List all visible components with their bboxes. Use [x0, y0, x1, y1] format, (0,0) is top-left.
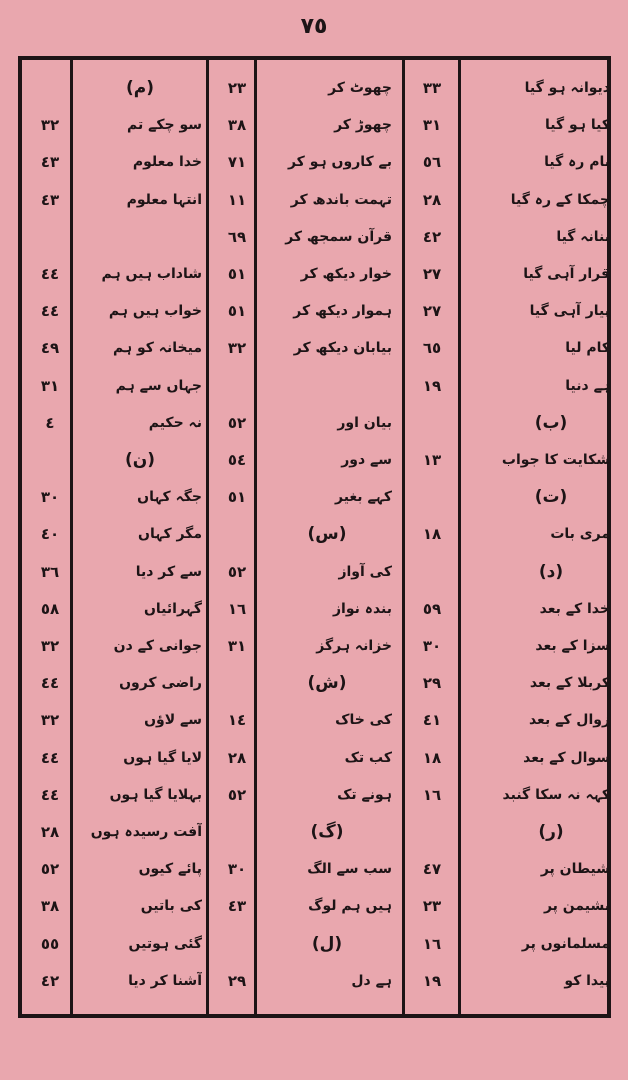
entry-page: ٣٠: [422, 637, 442, 655]
entry-page: ٤٧: [422, 860, 442, 879]
entry-phrase: خدا کے بعد: [539, 600, 610, 617]
entry-page: ٣٠: [227, 860, 247, 879]
entry-phrase: سے کر دیا: [135, 563, 202, 580]
entry-phrase: آفت رسیدہ ہوں: [90, 824, 202, 840]
entry-phrase: مسلمانوں پر: [521, 935, 610, 952]
table-row: [22, 479, 607, 515]
section-letter-heading: (ت): [534, 487, 568, 508]
entry-page: ٢٩: [422, 674, 442, 693]
entry-page: [406, 479, 458, 515]
entry-phrase: نشیمن پر: [543, 898, 610, 915]
table-row: [22, 368, 610, 404]
section-letter-heading: (ر): [538, 822, 564, 842]
entry-page: ١٨: [422, 525, 442, 544]
entry-phrase: بنانہ گیا: [556, 228, 610, 245]
table-row: [22, 851, 610, 887]
entry-page: ٢٧: [422, 265, 442, 283]
table-row: [22, 219, 610, 255]
entry-phrase: خزانہ ہرگز: [316, 638, 392, 654]
table-row: [22, 293, 610, 329]
entry-phrase: بیان اور: [337, 414, 392, 431]
entry-page: ٥٢: [227, 785, 247, 804]
entry-phrase: کربلا کے بعد: [529, 675, 610, 692]
entry-page: ٥١: [227, 488, 247, 507]
entry-phrase: انتہا معلوم: [126, 191, 202, 208]
entry-page: ٤٤: [40, 785, 60, 804]
table-row: [22, 665, 610, 701]
entry-phrase: آشنا کر دیا: [128, 972, 202, 989]
entry-phrase: جہاں سے ہم: [115, 377, 202, 394]
section-letter-heading: (س): [307, 524, 347, 545]
entry-phrase: سو چکے تم: [127, 117, 202, 134]
entry-phrase: کہے بغیر: [334, 489, 392, 506]
entry-phrase: [262, 368, 392, 404]
entry-phrase: شیطان پر: [540, 861, 610, 878]
entry-phrase: [78, 219, 202, 255]
table-row: [22, 814, 607, 850]
entry-phrase: کب تک: [344, 749, 392, 766]
entry-page: ٤٠: [40, 525, 60, 544]
entry-page: ٣١: [40, 376, 60, 395]
table-row: [22, 628, 610, 664]
entry-phrase: کی باتیں: [140, 898, 202, 915]
entry-page: ١١: [227, 190, 247, 209]
entry-page: ٤٤: [40, 674, 60, 693]
table-row: [22, 330, 610, 366]
entry-phrase: خوار دیکھ کر: [300, 266, 392, 282]
entry-phrase: چھوٹ کر: [328, 80, 392, 96]
entry-phrase: پیار آہی گیا: [529, 303, 610, 320]
section-letter-heading: (م): [126, 78, 154, 98]
entry-page: ٤: [45, 413, 55, 432]
entry-page: ٢٣: [227, 79, 247, 97]
table-row: [22, 888, 610, 924]
entry-phrase: شکایت کا جواب: [501, 452, 610, 468]
entry-page: ١٩: [422, 376, 442, 395]
entry-phrase: کام لیا: [565, 340, 610, 357]
entry-page: ٤٤: [40, 748, 60, 767]
entry-phrase: سب سے الگ: [307, 861, 392, 878]
entry-page: [212, 926, 262, 962]
table-row: [22, 740, 610, 776]
entry-page: [26, 70, 74, 106]
entry-page: ١٩: [422, 971, 442, 990]
entry-phrase: ہیں ہم لوگ: [308, 898, 392, 915]
entry-page: ٣٨: [227, 116, 247, 135]
entry-page: ٣٢: [40, 637, 60, 655]
entry-phrase: جگہ کہاں: [137, 489, 202, 506]
entry-page: ٥١: [227, 265, 247, 283]
entry-page: ٤٣: [227, 897, 247, 916]
entry-phrase: لایا گیا ہوں: [123, 749, 202, 766]
entry-page: ٢٨: [40, 823, 60, 841]
entry-page: ٤٣: [40, 153, 60, 172]
entry-page: ٢٨: [227, 748, 247, 767]
entry-page: ٥٢: [227, 413, 247, 432]
entry-phrase: کہہ نہ سکا گنبد: [502, 786, 610, 803]
entry-page: ٤٢: [40, 971, 60, 990]
entry-phrase: کی خاک: [335, 712, 392, 729]
entry-page: ٣١: [422, 116, 442, 135]
entry-page: [212, 368, 262, 404]
entry-page: ٣٨: [40, 897, 60, 916]
entry-phrase: بیابان دیکھ کر: [293, 340, 392, 357]
entry-phrase: خدا معلوم: [132, 154, 202, 171]
entry-phrase: سزا کے بعد: [535, 638, 610, 654]
table-row: [22, 256, 610, 292]
entry-phrase: مگر کہاں: [138, 526, 202, 543]
entry-phrase: دیوانہ ہو گیا: [524, 80, 610, 96]
section-letter-heading: (ل): [311, 933, 343, 954]
entry-phrase: ہے دنیا: [565, 377, 610, 394]
table-row: [22, 516, 610, 552]
entry-phrase: ہے دل: [351, 972, 392, 989]
entry-page: ٥٤: [227, 451, 247, 469]
table-row: [22, 591, 610, 627]
entry-page: ٣٦: [40, 562, 60, 581]
entry-phrase: ہونے تک: [337, 786, 392, 803]
entry-phrase: قرآن سمجھ کر: [285, 228, 392, 245]
entry-phrase: چھوڑ کر: [334, 117, 392, 134]
table-row: [22, 70, 610, 106]
entry-page: ٥٢: [227, 562, 247, 581]
entry-page: ١٦: [422, 785, 442, 804]
entry-page: [26, 442, 74, 478]
entry-page: ٣١: [227, 637, 247, 655]
entry-page: ٥٥: [40, 934, 60, 953]
table-row: [22, 702, 610, 738]
entry-page: ٤١: [422, 711, 442, 730]
table-row: [22, 405, 607, 441]
entry-page: ٣٢: [227, 339, 247, 358]
entry-phrase: خواب ہیں ہم: [108, 303, 202, 320]
entry-phrase: تہمت باندھ کر: [290, 191, 392, 208]
entry-phrase: بام رہ گیا: [544, 154, 610, 171]
table-row: [22, 144, 610, 180]
entry-phrase: راضی کروں: [119, 675, 202, 692]
entry-page: ٣٢: [40, 116, 60, 135]
entry-page: ٦٩: [227, 227, 247, 246]
table-row: [22, 442, 610, 478]
entry-phrase: بندہ نواز: [332, 600, 392, 617]
entry-page: ٥٩: [422, 599, 442, 618]
entry-phrase: نہ حکیم: [148, 414, 202, 431]
entry-page: ٥٨: [40, 599, 60, 618]
table-row: [22, 554, 607, 590]
entry-page: [406, 405, 458, 441]
entry-phrase: سے لاؤں: [144, 712, 202, 729]
section-letter-heading: (گ): [310, 822, 344, 842]
section-letter-heading: (ن): [124, 450, 156, 470]
entry-page: ٧١: [227, 153, 247, 172]
entry-phrase: میخانہ کو ہم: [112, 340, 202, 357]
entry-phrase: زوال کے بعد: [528, 712, 610, 729]
entry-page: ٢٨: [422, 190, 442, 209]
entry-page: ٥٦: [422, 153, 442, 172]
table-row: [22, 777, 610, 813]
entry-phrase: پیدا کو: [564, 972, 610, 989]
entry-phrase: قرار آہی گیا: [523, 266, 610, 282]
entry-page: ١٤: [227, 711, 247, 730]
section-letter-heading: (ب): [534, 412, 568, 433]
table-row: [22, 182, 610, 218]
entry-phrase: چمکا کے رہ گیا: [510, 191, 610, 208]
entry-page: ٤٣: [40, 190, 60, 209]
entry-page: [406, 814, 458, 850]
entry-page: ٢٧: [422, 302, 442, 321]
entry-phrase: پائے کیوں: [138, 861, 202, 878]
entry-phrase: بے کاروں ہو کر: [287, 154, 392, 171]
entry-phrase: سے دور: [341, 452, 392, 468]
page-number: ٧٥: [300, 14, 328, 39]
entry-phrase: کی آواز: [338, 563, 392, 580]
entry-page: ٤٩: [40, 339, 60, 358]
entry-phrase: کیا ہو گیا: [545, 117, 610, 134]
entry-page: ٣٢: [40, 711, 60, 730]
entry-page: ٥٢: [40, 860, 60, 879]
entry-phrase: سوال کے بعد: [523, 749, 610, 766]
entry-page: ١٨: [422, 748, 442, 767]
entry-page: [212, 516, 262, 552]
entry-page: ١٦: [422, 934, 442, 953]
entry-phrase: گہرائیاں: [143, 600, 202, 617]
entry-phrase: جوانی کے دن: [113, 638, 202, 654]
entry-page: [406, 554, 458, 590]
entry-page: ٣٠: [40, 488, 60, 507]
table-row: [22, 963, 610, 999]
entry-page: ٢٩: [227, 971, 247, 990]
entry-page: ٤٤: [40, 265, 60, 283]
entry-phrase: مری بات: [550, 526, 610, 543]
entry-phrase: گئی ہوتیں: [128, 935, 202, 952]
index-table: [18, 56, 611, 1018]
entry-page: ٦٥: [422, 339, 442, 358]
section-letter-heading: (ش): [307, 673, 347, 694]
entry-page: ٤٢: [422, 227, 442, 246]
entry-page: ٣٣: [422, 79, 442, 97]
entry-page: [212, 814, 262, 850]
entry-page: [26, 219, 74, 255]
entry-phrase: شاداب ہیں ہم: [101, 266, 202, 282]
table-row: [22, 107, 610, 143]
entry-page: ١٦: [227, 599, 247, 618]
entry-page: ٢٣: [422, 897, 442, 916]
entry-phrase: بہلایا گیا ہوں: [109, 786, 202, 803]
entry-page: [212, 665, 262, 701]
entry-page: ٤٤: [40, 302, 60, 321]
table-row: [22, 926, 610, 962]
entry-page: ١٣: [422, 451, 442, 469]
entry-page: ٥١: [227, 302, 247, 321]
entry-phrase: ہموار دیکھ کر: [293, 303, 392, 320]
section-letter-heading: (د): [538, 561, 564, 582]
